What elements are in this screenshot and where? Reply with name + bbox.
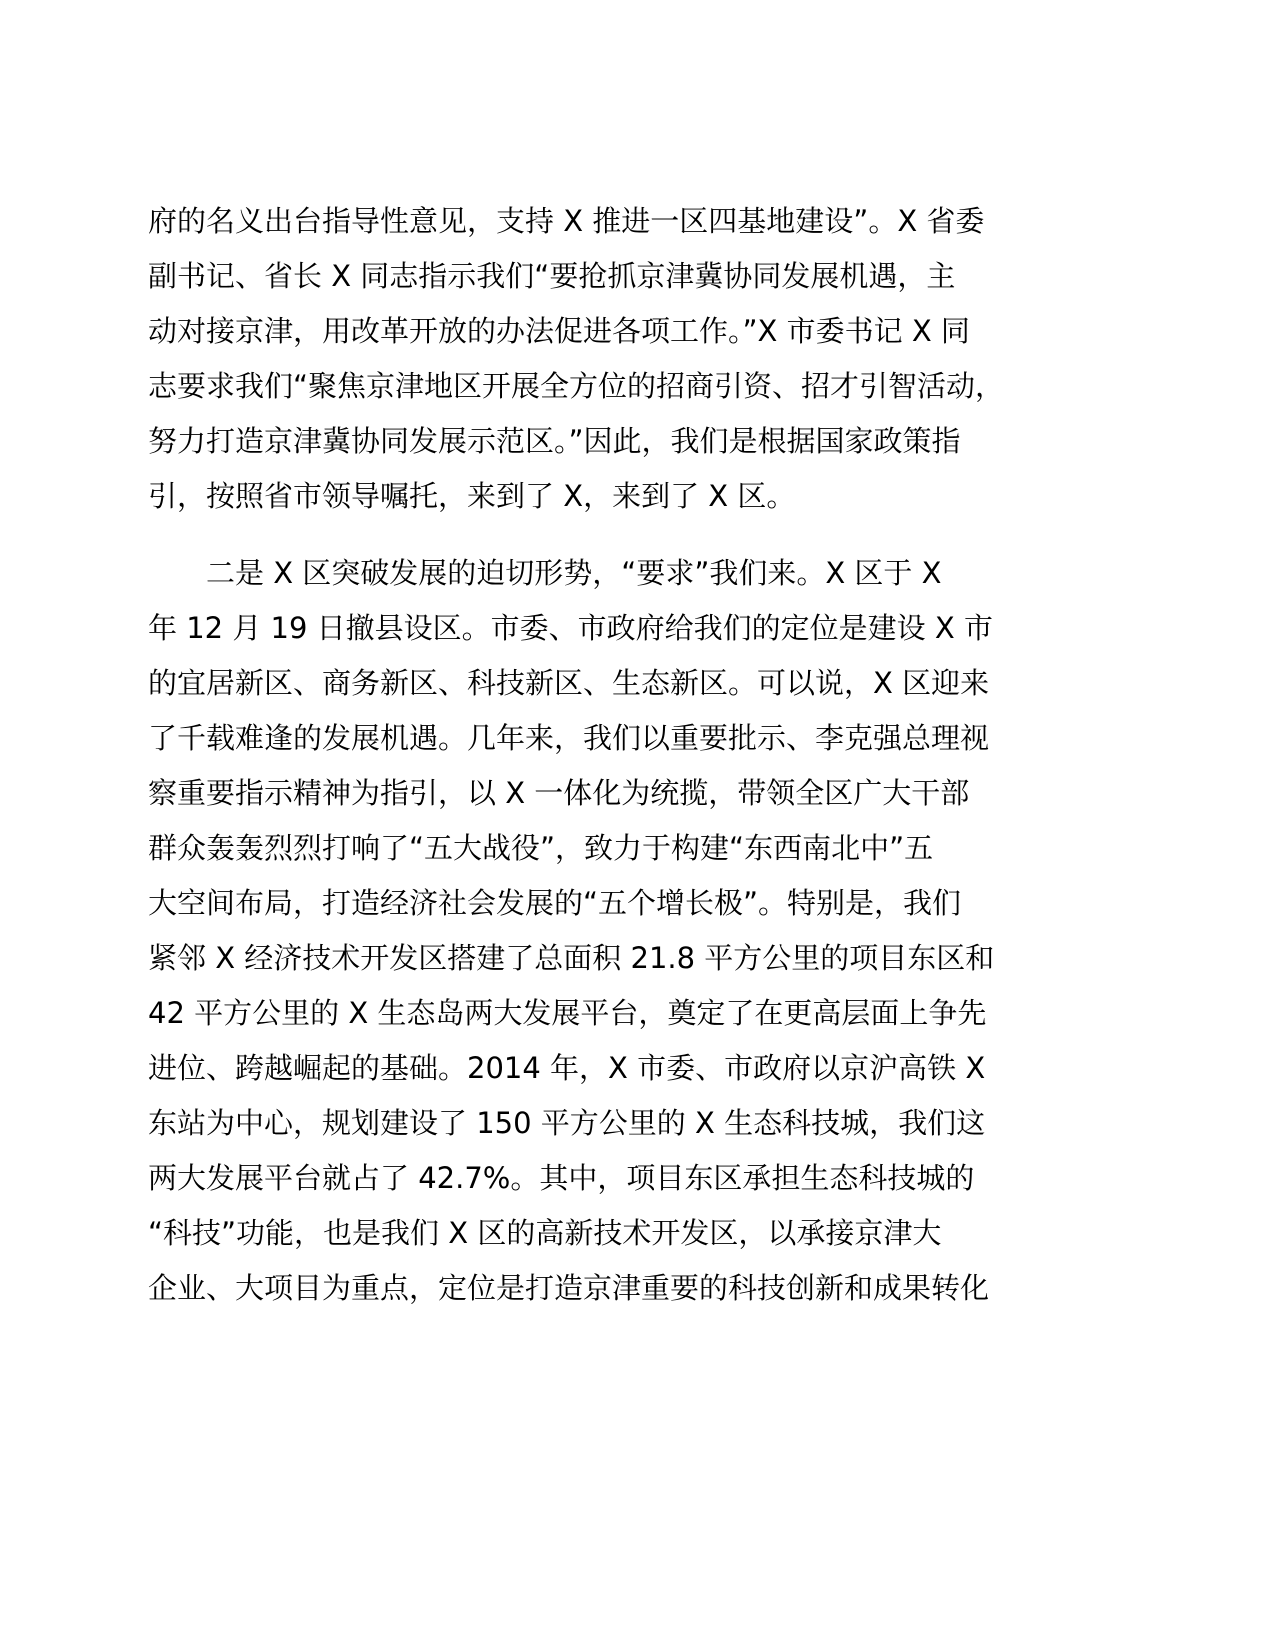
paragraph-line: 东站为中心，规划建设了 150 平方公里的 X 生态科技城，我们这: [148, 1106, 986, 1140]
paragraph-line: 紧邻 X 经济技术开发区搭建了总面积 21.8 平方公里的项目东区和: [148, 941, 995, 975]
paragraph-line: 二是 X 区突破发展的迫切形势，“要求”我们来。X 区于 X: [148, 556, 942, 590]
paragraph-line: 大空间布局，打造经济社会发展的“五个增长极”。特别是，我们: [148, 886, 962, 920]
paragraph-line: 察重要指示精神为指引，以 X 一体化为统揽，带领全区广大干部: [148, 776, 970, 810]
paragraph-line: 群众轰轰烈烈打响了“五大战役”，致力于构建“东西南北中”五: [148, 831, 934, 865]
paragraph-line: 年 12 月 19 日撤县设区。市委、市政府给我们的定位是建设 X 市: [148, 611, 993, 645]
paragraph-line: 的宜居新区、商务新区、科技新区、生态新区。可以说，X 区迎来: [148, 666, 990, 700]
paragraph: [148, 194, 1088, 524]
paragraph-line: 企业、大项目为重点，定位是打造京津重要的科技创新和成果转化: [148, 1271, 990, 1305]
paragraph-line: 志要求我们“聚焦京津地区开展全方位的招商引资、招才引智活动，: [148, 369, 1005, 403]
paragraph-line: 进位、跨越崛起的基础。2014 年，X 市委、市政府以京沪高铁 X: [148, 1051, 986, 1085]
paragraph-line: 努力打造京津冀协同发展示范区。”因此，我们是根据国家政策指: [148, 424, 961, 458]
paragraph-line: 两大发展平台就占了 42.7%。其中，项目东区承担生态科技城的: [148, 1161, 975, 1195]
paragraph-line: 了千载难逢的发展机遇。几年来，我们以重要批示、李克强总理视: [148, 721, 990, 755]
paragraph-line: 副书记、省长 X 同志指示我们“要抢抓京津冀协同发展机遇，主: [148, 259, 956, 293]
paragraph-line: 动对接京津，用改革开放的办法促进各项工作。”X 市委书记 X 同: [148, 314, 970, 348]
paragraph-line: 府的名义出台指导性意见，支持 X 推进一区四基地建设”。X 省委: [148, 204, 985, 238]
paragraph: [148, 546, 1088, 1316]
paragraph-line: “科技”功能，也是我们 X 区的高新技术开发区，以承接京津大: [148, 1216, 942, 1250]
paragraph-line: 42 平方公里的 X 生态岛两大发展平台，奠定了在更高层面上争先: [148, 996, 987, 1030]
paragraph-line: 引，按照省市领导嘱托，来到了 X，来到了 X 区。: [148, 479, 796, 513]
